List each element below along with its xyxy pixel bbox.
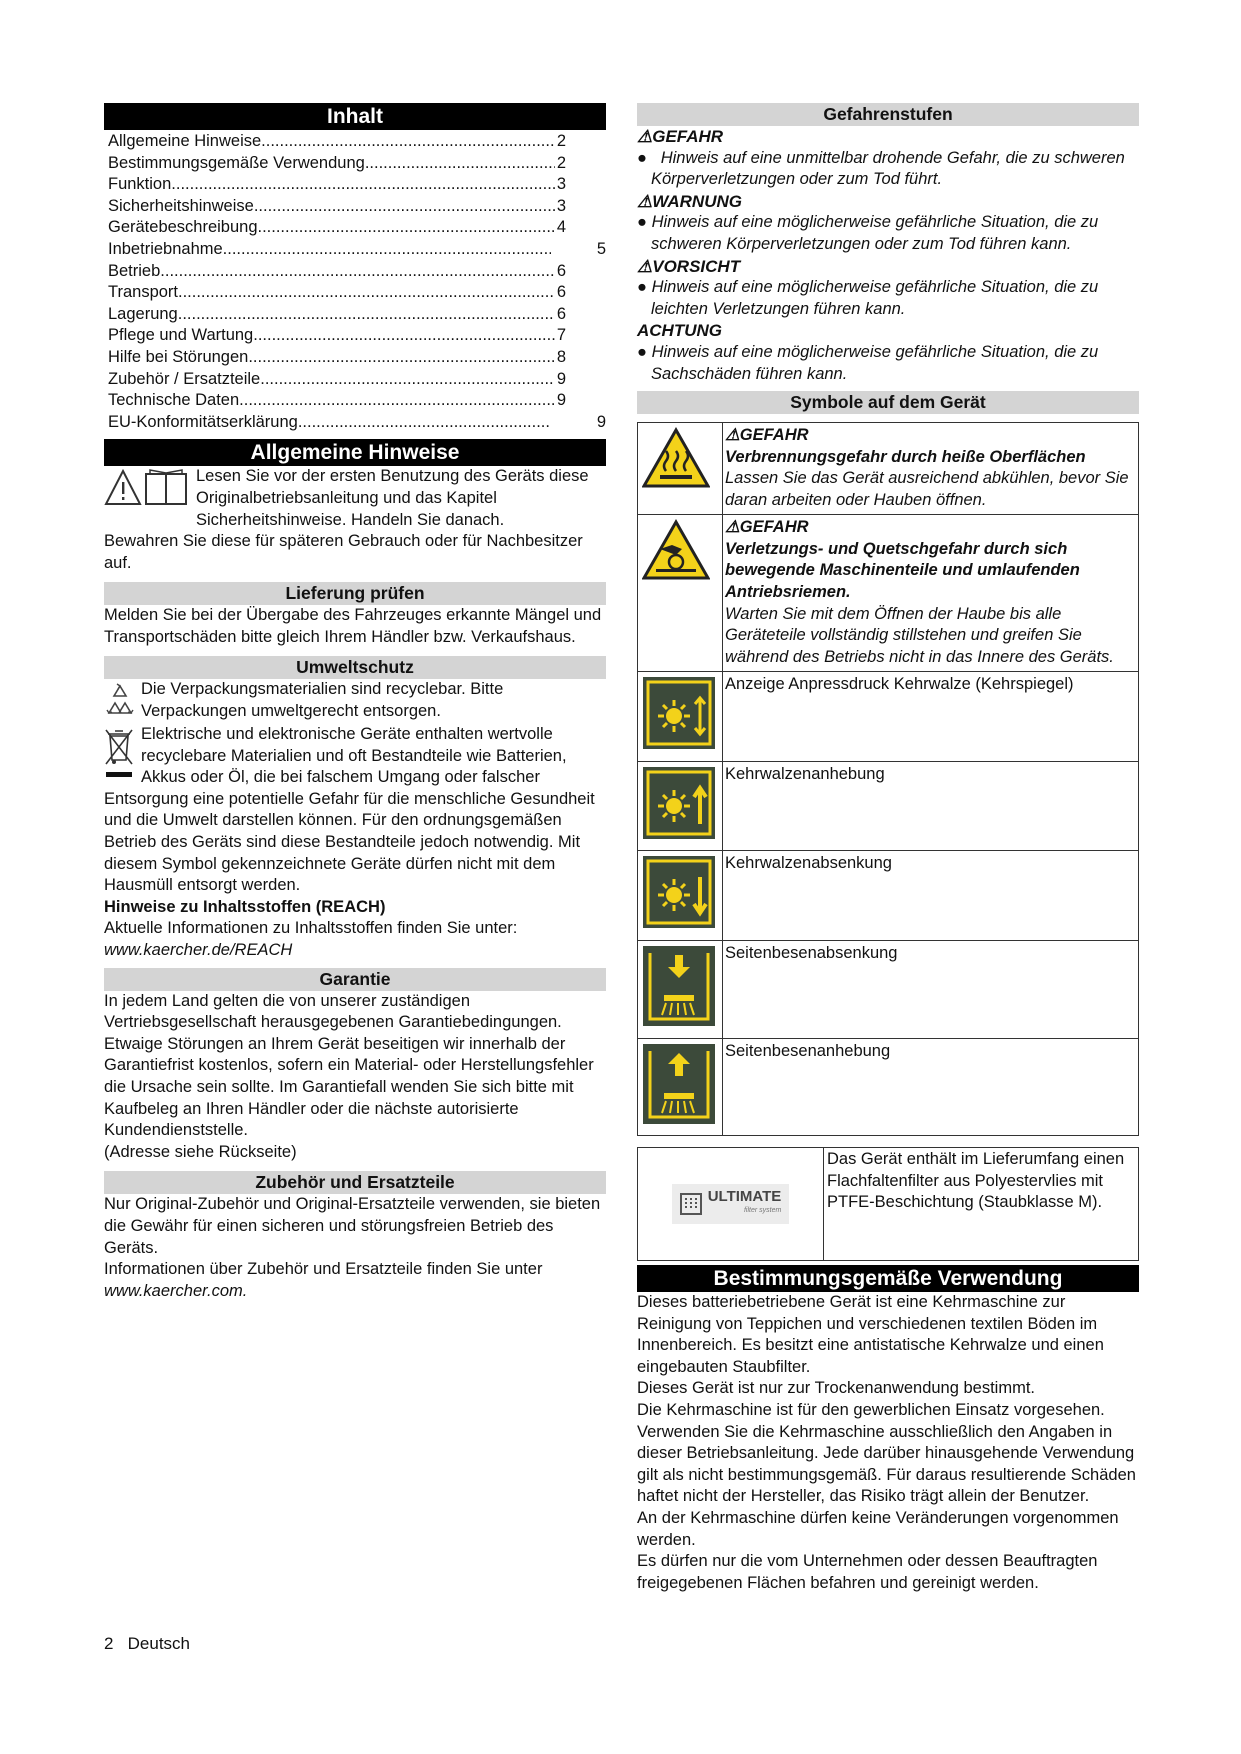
reach-text: Aktuelle Informationen zu Inhaltsstoffen finden Sie unter: (104, 919, 518, 938)
toc-entry[interactable]: Inbetriebnahme ..... 5 (104, 239, 606, 261)
table-row: ⚠GEFAHR Verbrennungsgefahr durch heiße Oberflächen Lassen Sie das Gerät ausreichend abkühlen, bevor Sie daran arbeiten oder Hauben öffnen. (638, 423, 1139, 515)
toc-entry[interactable]: Betrieb ..... 6 (104, 261, 606, 283)
ultimate-text: Das Gerät enthält im Lieferumfang einen Flachfaltenfilter aus Polyestervlies mit PTFE-Beschichtung (Staubklasse M). (827, 1150, 1125, 1212)
garantie-address: (Adresse siehe Rückseite) (104, 1142, 297, 1161)
gefahrenstufen-heading: Gefahrenstufen (637, 103, 1139, 126)
table-row: Seitenbesenabsenkung (638, 940, 1139, 1038)
severity-achtung: ACHTUNG ● Hinweis auf eine möglicherweise gefährliche Situation, die zu Sachschäden führen kann. (637, 321, 1099, 383)
warning-triangle-icon: ⚠ (725, 518, 740, 537)
severity-vorsicht: ⚠VORSICHT ● Hinweis auf eine möglicherweise gefährliche Situation, die zu leichten Verletzungen führen kann. (637, 256, 1099, 318)
left-column (104, 103, 606, 1302)
reach-link[interactable]: www.kaercher.de/REACH (104, 941, 293, 959)
table-row: Kehrwalzenabsenkung (638, 851, 1139, 941)
toc-entry[interactable]: Technische Daten ..... 9 (104, 390, 606, 412)
read-manual-note: Lesen Sie vor der ersten Benutzung des Geräts diese Originalbetriebsanleitung und das Kapitel Sicherheitshinweise. Handeln Sie danach. (104, 466, 606, 531)
warning-triangle-icon: ⚠ (637, 127, 653, 146)
bestimmung-p2: Dieses Gerät ist nur zur Trockenanwendung bestimmt. (637, 1379, 1036, 1398)
toc-entry[interactable]: Hilfe bei Störungen ..... 8 (104, 347, 606, 369)
ultimate-logo: ULTIMATE filter system (672, 1184, 790, 1224)
page-number: 2 (104, 1634, 114, 1653)
recycling-icon (104, 679, 141, 724)
table-row: Seitenbesenanhebung (638, 1038, 1139, 1136)
toc-heading: Inhalt (104, 103, 606, 130)
garantie-heading: Garantie (104, 968, 606, 991)
bestimmung-p5: Es dürfen nur die vom Unternehmen oder dessen Beauftragten freigegebenen Flächen befahren und gereinigt werden. (637, 1552, 1098, 1592)
lieferung-heading: Lieferung prüfen (104, 582, 606, 605)
bestimmung-p4: An der Kehrmaschine dürfen keine Veränderungen vorgenommen werden. (637, 1509, 1119, 1549)
ultimate-filter-box (637, 1147, 1139, 1261)
toc-entry[interactable]: Pflege und Wartung ..... 7 (104, 325, 606, 347)
umweltschutz-heading: Umweltschutz (104, 656, 606, 679)
toc-entry[interactable]: Zubehör / Ersatzteile ..... 9 (104, 369, 606, 391)
bestimmung-heading: Bestimmungsgemäße Verwendung (637, 1265, 1139, 1292)
roller-pressure-icon (642, 676, 716, 750)
toc-entry[interactable]: EU-Konformitätserklärung ..... 9 (104, 412, 606, 434)
keep-manual-text: Bewahren Sie diese für späteren Gebrauch oder für Nachbesitzer auf. (104, 532, 583, 572)
lieferung-text: Melden Sie bei der Übergabe des Fahrzeuges erkannte Mängel und Transportschäden bitte gleich Ihrem Händler bzw. Verkaufshaus. (104, 606, 602, 646)
reach-heading: Hinweise zu Inhaltsstoffen (REACH) (104, 897, 386, 916)
warning-triangle-icon: ⚠ (637, 191, 653, 211)
page-language: Deutsch (127, 1634, 191, 1653)
warning-triangle-icon: ⚠ (725, 426, 740, 445)
filter-icon (680, 1193, 702, 1215)
allgemeine-hinweise-heading: Allgemeine Hinweise (104, 439, 606, 466)
toc-entry[interactable]: Lagerung ..... 6 (104, 304, 606, 326)
symbol-table (637, 422, 1139, 1136)
bestimmung-p1: Dieses batteriebetriebene Gerät ist eine Kehrmaschine zur Reinigung von Teppichen und verschiedenen textilen Böden im Innenbereich. Es besitzt eine antistatische Kehrwalze und einen eingebauten Staubfilter. (637, 1293, 1104, 1376)
table-row: Anzeige Anpressdruck Kehrwalze (Kehrspiegel) (638, 672, 1139, 762)
hand-crush-icon (642, 519, 710, 581)
crossed-bin-icon (104, 724, 141, 786)
toc-entry[interactable]: Funktion ..... 3 (104, 174, 606, 196)
side-broom-lower-icon (642, 945, 716, 1027)
roller-raise-icon (642, 766, 716, 840)
side-broom-raise-icon (642, 1043, 716, 1125)
toc-entry[interactable]: Bestimmungsgemäße Verwendung ..... 2 (104, 153, 606, 175)
weee-note: Elektrische und elektronische Geräte enthalten wertvolle recyclebare Materialien und oft Bestandteile wie Batterien, Akkus oder Öl, die bei falschem Umgang oder falscher Entsorgung eine potentielle Gefahr für die menschliche Gesundheit und die Umwelt darstellen können. Für den ordnungsgemäßen Betrieb des Geräts sind diese Bestandteile jedoch notwendig. Mit diesem Symbol gekennzeichnete Geräte dürfen nicht mit dem Hausmüll entsorgt werden. (104, 725, 595, 895)
toc-entry[interactable]: Transport ..... 6 (104, 282, 606, 304)
symbole-heading: Symbole auf dem Gerät (637, 391, 1139, 414)
page-footer (104, 1633, 190, 1655)
zubehoer-heading: Zubehör und Ersatzteile (104, 1171, 606, 1194)
toc-list (104, 131, 606, 433)
roller-lower-icon (642, 855, 716, 929)
right-column (637, 103, 1139, 1594)
toc-entry[interactable]: Gerätebeschreibung ..... 4 (104, 217, 606, 239)
warning-triangle-icon: ⚠ (637, 256, 653, 276)
warning-book-icon (104, 466, 196, 531)
garantie-text: In jedem Land gelten die von unserer zuständigen Vertriebsgesellschaft herausgegebenen Garantiebedingungen. Etwaige Störungen an Ihrem Gerät beseitigen wir innerhalb der Garantiefrist kostenlos, sofern ein Material- oder Herstellungsfehler die Ursache sein sollte. Im Garantiefall wenden Sie sich bitte mit Kaufbeleg an Ihren Händler oder die nächste autorisierte Kundendienststelle. (104, 991, 594, 1140)
severity-warnung: ⚠WARNUNG ● Hinweis auf eine möglicherweise gefährliche Situation, die zu schweren Körperverletzungen oder zum Tod führen kann. (637, 191, 1099, 253)
hot-surface-icon (642, 427, 710, 489)
zubehoer-link[interactable]: www.kaercher.com. (104, 1281, 248, 1300)
recycle-note: Die Verpackungsmaterialien sind recyclebar. Bitte Verpackungen umweltgerecht entsorgen. (104, 679, 606, 724)
zubehoer-info: Informationen über Zubehör und Ersatzteile finden Sie unter (104, 1260, 543, 1279)
toc-entry[interactable]: Allgemeine Hinweise ..... 2 (104, 131, 606, 153)
severity-gefahr: ⚠GEFAHR ● Hinweis auf eine unmittelbar drohende Gefahr, die zu schweren Körperverletzungen oder zum Tod führt. (637, 127, 1125, 189)
toc-entry[interactable]: Sicherheitshinweise ..... 3 (104, 196, 606, 218)
table-row: ⚠GEFAHR Verletzungs- und Quetschgefahr durch sich bewegende Maschinenteile und umlaufenden Antriebsriemen. Warten Sie mit dem Öffnen der Haube bis alle Geräteteile vollständig stillstehen und greifen Sie während des Betriebs nicht in das Innere des Geräts. (638, 515, 1139, 672)
bestimmung-p3: Die Kehrmaschine ist für den gewerblichen Einsatz vorgesehen. Verwenden Sie die Kehrmaschine ausschließlich den Angaben in dieser Betriebsanleitung. Jede darüber hinausgehende Verwendung gilt als nicht bestimmungsgemäß. Für daraus resultierende Schäden haftet nicht der Hersteller, das Risiko trägt allein der Benutzer. (637, 1401, 1136, 1506)
table-row: Kehrwalzenanhebung (638, 761, 1139, 851)
zubehoer-text: Nur Original-Zubehör und Original-Ersatzteile verwenden, sie bieten die Gewähr für einen sicheren und störungsfreien Betrieb des Geräts. (104, 1195, 601, 1257)
